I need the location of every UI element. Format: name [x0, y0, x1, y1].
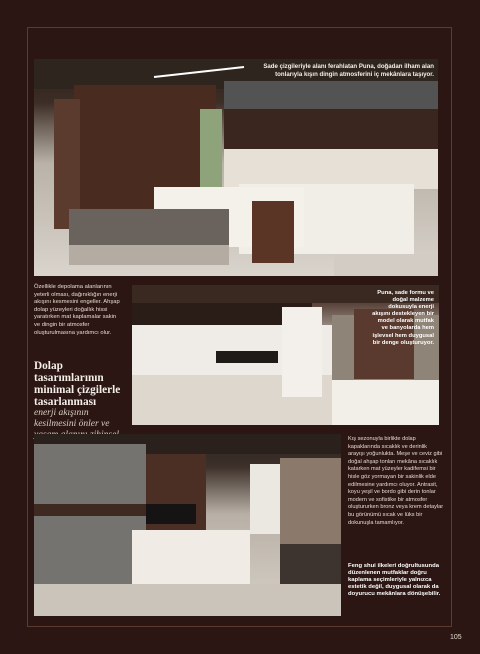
pull-quote-bold: Dolap tasarımlarının minimal çizgilerle tasarlanması — [34, 360, 121, 408]
kitchen-photo-bottom — [34, 434, 341, 616]
page-number: 105 — [450, 634, 462, 641]
feng-shui-note: Feng shui ilkeleri doğrultusunda düzenlenen mutfaklar doğru kaplama seçimleriyle yalnızca estetik değil, duygusal olarak da doyurucu mekânlara dönüşebilir. — [348, 563, 441, 598]
storage-paragraph: Özellikle depolama alanlarının yeterli olması, dağınıklığın enerji akışını kesmesini engeller. Ahşap dolap yüzeyleri doğallık hissi yaratırken mat kaplamalar sakin ve dingin bir atmosfer oluşturulmasına yardımcı olur. — [34, 284, 120, 336]
middle-photo-caption: Puna, sade formu ve doğal malzeme dokusuyla enerji akışını destekleyen bir model olarak mutfak ve banyolarda hem işlevsel hem duygusal bir denge oluşturuyor. — [372, 290, 434, 346]
trends-paragraph: Kış sezonuyla birlikte dolap kapaklarında sıcaklık ve derinlik arayışı yoğunlukta. Meşe ve ceviz gibi doğal ahşap tonları mekâna sıcaklık katarken mat yüzeyler kadifemsi bir hisle göz yormayan bir sakinlik elde edilmesine yardımcı oluyor. Antrasit, koyu yeşil ve bordo gibi derin tonlar modern ve sofistike bir atmosfer oluştururken bronz veya krem detaylar bu görünümü sıcak ve lüks bir dokunuşla tamamlıyor. — [348, 436, 444, 526]
pull-quote-italic: enerji akışının kesilmesini önler ve — [34, 408, 110, 429]
kitchen-photo-top — [34, 59, 438, 276]
top-photo-caption: Sade çizgileriyle alanı ferahlatan Puna, doğadan ilham alan tonlarıyla kışın dingin atmosferini iç mekânlara taşıyor. — [263, 63, 434, 78]
